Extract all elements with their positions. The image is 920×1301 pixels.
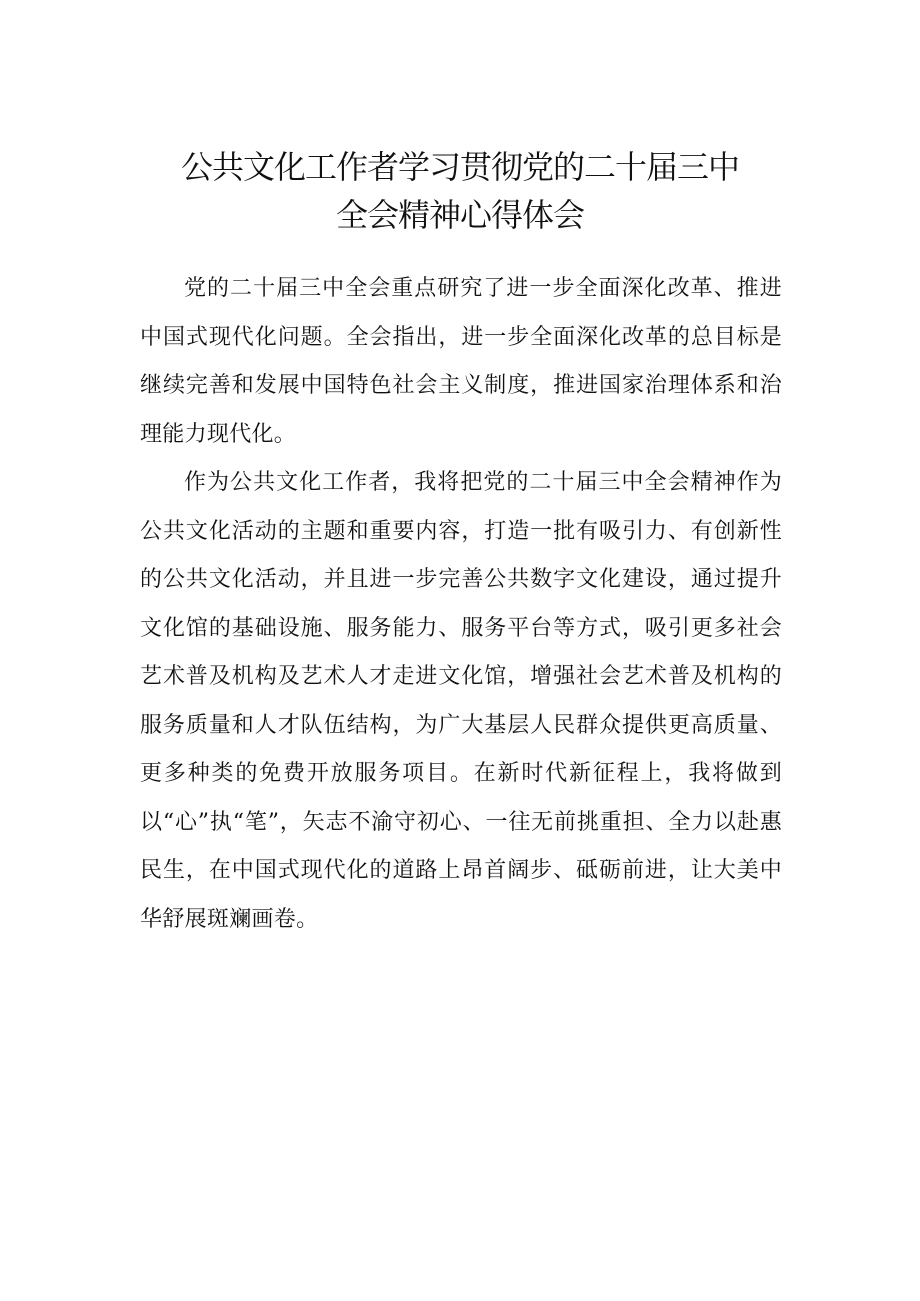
paragraph-1: 党的二十届三中全会重点研究了进一步全面深化改革、推进中国式现代化问题。全会指出，进一步全面深化改革的总目标是继续完善和发展中国特色社会主义制度，推进国家治理体系和治理能力现代化。 [140, 276, 782, 447]
document-body [140, 265, 782, 944]
paragraph-2: 作为公共文化工作者，我将把党的二十届三中全会精神作为公共文化活动的主题和重要内容，打造一批有吸引力、有创新性的公共文化活动，并且进一步完善公共数字文化建设，通过提升文化馆的基础设施、服务能力、服务平台等方式，吸引更多社会艺术普及机构及艺术人才走进文化馆，增强社会艺术普及机构的服务质量和人才队伍结构，为广大基层人民群众提供更高质量、更多种类的免费开放服务项目。在新时代新征程上，我将做到以“心”执“笔”，矢志不渝守初心、一往无前挑重担、全力以赴惠民生，在中国式现代化的道路上昂首阔步、砥砺前进，让大美中华舒展斑斓画卷。 [140, 470, 782, 932]
document-title-line-1: 公共文化工作者学习贯彻党的二十届三中 [180, 148, 739, 186]
document-title-line-2: 全会精神心得体会 [335, 196, 584, 234]
